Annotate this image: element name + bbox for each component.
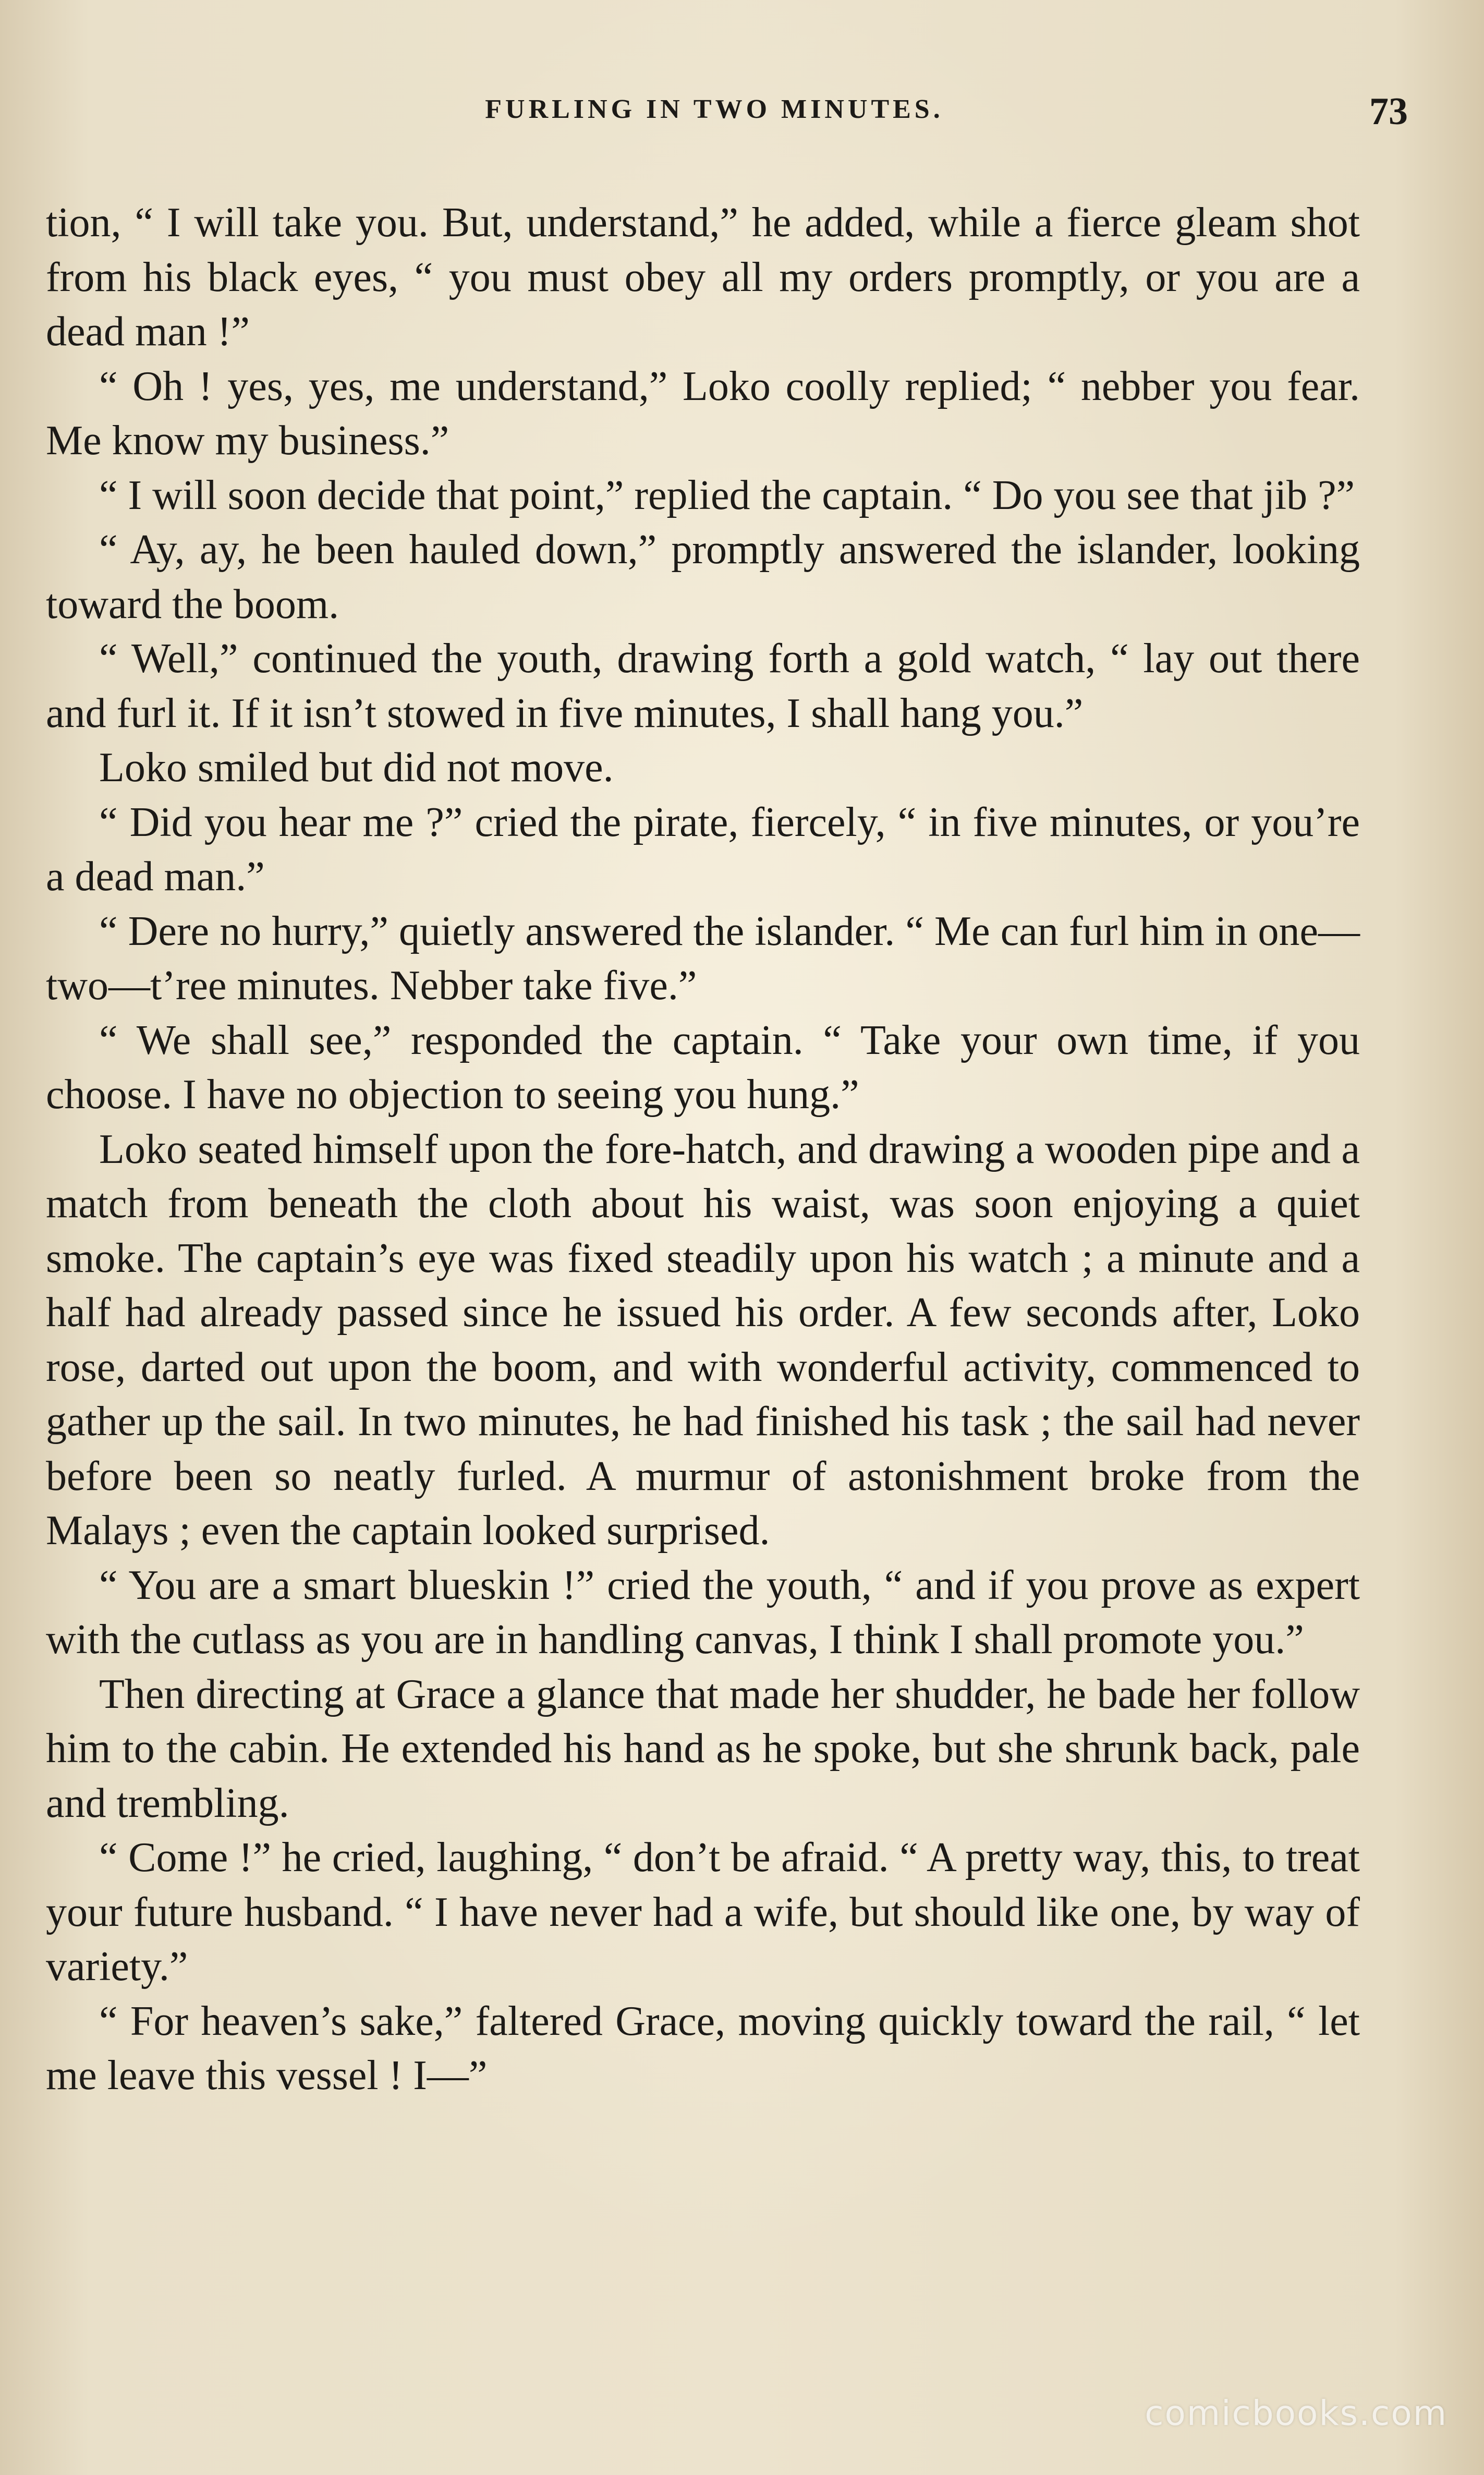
paragraph: Loko seated himself upon the fore-hatch, and drawing a wooden pipe and a match from beneath the cloth about his waist, was soon enjoying a quiet smoke. The captain’s eye was fixed steadily upon his watch ; a minute and a half had already passed since he issued his order. A few seconds after, Loko rose, darted out upon the boom, and with wonderful activity, commenced to gather up the sail. In two minutes, he had finished his task ; the sail had never before been so neatly furled. A murmur of astonishment broke from the Malays ; even the captain looked surprised. — [46, 1126, 1360, 1554]
paragraph: “ Ay, ay, he been hauled down,” promptly answered the islander, looking toward the boom. — [46, 527, 1360, 627]
paragraph: “ For heaven’s sake,” faltered Grace, moving quickly toward the rail, “ let me leave this vessel ! I—” — [46, 1998, 1360, 2098]
paragraph: “ Dere no hurry,” quietly answered the islander. “ Me can furl him in one—two—t’ree minutes. Nebber take five.” — [46, 908, 1360, 1009]
page-number: 73 — [1369, 90, 1408, 133]
paragraph: “ Well,” continued the youth, drawing forth a gold watch, “ lay out there and furl it. If it isn’t stowed in five minutes, I shall hang you.” — [46, 636, 1360, 736]
paragraph: “ We shall see,” responded the captain. “ Take your own time, if you choose. I have no objection to seeing you hung.” — [46, 1017, 1360, 1118]
body-text — [46, 196, 1360, 2103]
paragraph: “ Come !” he cried, laughing, “ don’t be afraid. “ A pretty way, this, to treat your future husband. “ I have never had a wife, but should like one, by way of variety.” — [46, 1835, 1360, 1989]
page-header — [47, 90, 1408, 146]
paragraph: Then directing at Grace a glance that made her shudder, he bade her follow him to the cabin. He extended his hand as he spoke, but she shrunk back, pale and trembling. — [46, 1671, 1360, 1826]
paragraph: tion, “ I will take you. But, understand,” he added, while a fierce gleam shot from his black eyes, “ you must obey all my orders promptly, or you are a dead man !” — [46, 200, 1360, 355]
running-title: FURLING IN TWO MINUTES. — [485, 94, 944, 124]
watermark: comicbooks.com — [1145, 2393, 1447, 2433]
paragraph: “ Did you hear me ?” cried the pirate, fiercely, “ in five minutes, or you’re a dead man.” — [46, 799, 1360, 900]
paragraph: “ I will soon decide that point,” replied the captain. “ Do you see that jib ?” — [99, 472, 1355, 518]
paragraph: “ You are a smart blueskin !” cried the youth, “ and if you prove as expert with the cutlass as you are in handling canvas, I think I shall promote you.” — [46, 1562, 1360, 1663]
paragraph: Loko smiled but did not move. — [99, 745, 614, 791]
paragraph: “ Oh ! yes, yes, me understand,” Loko coolly replied; “ nebber you fear. Me know my business.” — [46, 363, 1360, 464]
